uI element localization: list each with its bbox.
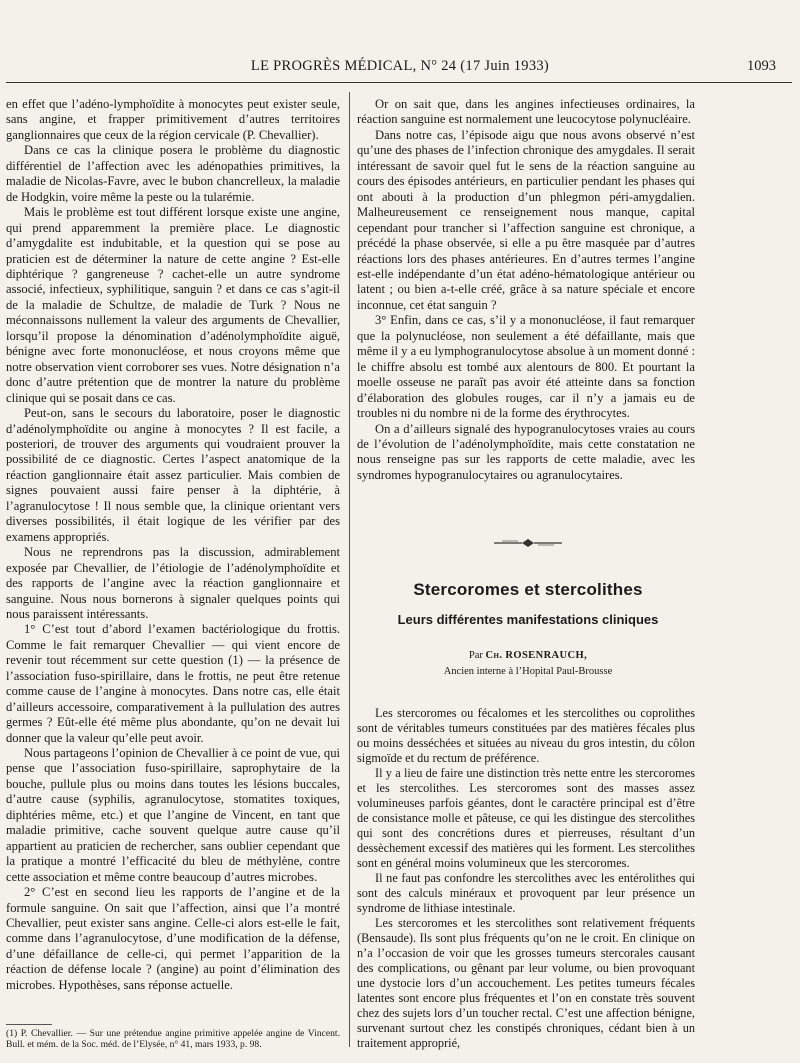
page-header: [0, 58, 800, 80]
section-ornament: [492, 538, 564, 548]
paragraph: Mais le problème est tout différent lorsque existe une angine, qui prend apparemment la première place. Le diagnostic d’amygdalite est indubitable, et la question qui se pose au praticien est de déterminer la nature de cette angine ? Est-elle diphtérique ? gangreneuse ? cachet-elle un autre syndrome associé, infectieux, syphilitique, sanguin ? et dans ce cas s’agit-il de la maladie de Schultze, de maladie de Turk ? Nous ne méconnaissons nullement la valeur des arguments de Chevallier, lorsqu’il propose la dénomination d’adénolymphoïdite aiguë, bénigne avec forte mononucléose, et nous croyons même que notre observation vient corroborer ses vues. Notre désignation n’a donc d’autre prétention que de montrer la nature du problème clinique qui se posait dans ce cas.: [6, 205, 340, 405]
footnote: [6, 1028, 340, 1050]
paragraph: Nous partageons l’opinion de Chevallier à ce point de vue, qui pense que l’association fuso-spirillaire, saprophytaire de la bouche, pullule plus ou moins dans toutes les lésions buccales, d’autre cause (syphilis, agranulocytose, stomatites toxiques, diphtéries même, etc.) et que l’angine de Vincent, en tant que maladie primitive, cache souvent quelque autre cause qu’il appartient au praticien de rechercher, sans oublier cependant que la pratique a montré l’efficacité du bleu de méthylène, contre cette association et même contre beaucoup d’autres microbes.: [6, 746, 340, 884]
paragraph: en effet que l’adéno-lymphoïdite à monocytes peut exister seule, sans angine, et frapper primitivement d’autres territoires ganglionnaires que ceux de la région cervicale (P. Chevallier).: [6, 97, 340, 142]
paragraph: 3° Enfin, dans ce cas, s’il y a mononucléose, il faut remarquer que la polynucléose, non seulement a été défaillante, mais que même il y a eu lymphogranulocytose absolue à un moment donné : le chiffre absolu est tombé aux alentours de 800. Et pourtant la moelle osseuse ne paraît pas avoir été atteinte dans sa fonction d’élaboration des globules rouges, car il n’y a jamais eu de troubles ni du nombre ni de la forme des érythrocytes.: [357, 313, 695, 421]
paragraph: Dans notre cas, l’épisode aigu que nous avons observé n’est qu’une des phases de l’infection chronique des amygdales. Il serait intéressant de savoir quel fut le sens de la réaction sanguine au cours des épisodes antérieurs, en particulier pendant les phases qui ont abouti à la production d’un phlegmon péri-amygdalien. Malheureusement ce renseignement nous manque, capital cependant pour trancher si l’affection sanguine est chronique, a précédé la phase observée, si elle a pu être masquée par d’autres réactions lors des phases antérieures. En d’autres termes l’angine est-elle indépendante d’un état adéno-hématologique antérieur ou latent ; ou bien a-t-elle créé, grâce à sa nature spéciale et encore inconnue, cet état sanguin ?: [357, 127, 695, 312]
author-affiliation: Ancien interne à l’Hopital Paul-Brousse: [443, 666, 613, 677]
footnote-text: (1) P. Chevallier. — Sur une prétendue angine primitive appelée angine de Vincent. Bull. et mém. de la Soc. méd. de l’Elysée, n° 41, mars 1933, p. 98.: [6, 1028, 340, 1050]
paragraph: Il y a lieu de faire une distinction très nette entre les stercoromes et les stercolithes. Les stercoromes sont des masses assez volumineuses parfois géantes, dont le caractère principal est d’être de consistance molle et pâteuse, ce qui les distingue des stercolithes qui sont des concrétions dures et pierreuses, résultant d’un dessèchement excessif des matières qui les forment. Les stercolithes sont en général moins volumineux que les stercoromes.: [357, 766, 695, 870]
author-name: Ch. ROSENRAUCH,: [485, 650, 588, 661]
left-column: [6, 97, 340, 993]
paragraph: Il ne faut pas confondre les stercolithes avec les entérolithes qui sont des calculs minéraux et provoquent par leur présence un syndrome de lithiase intestinale.: [357, 871, 695, 915]
paragraph: On a d’ailleurs signalé des hypogranulocytoses vraies au cours de l’évolution de l’adénolymphoïdite, mais cette constatation ne nous renseigne pas sur les rapports de cette maladie, avec les syndromes hypogranulocytaires ou agranulocytaires.: [357, 421, 695, 482]
paragraph: Nous ne reprendrons pas la discussion, admirablement exposée par Chevallier, de l’étiologie de l’adénolymphoïdite et des rapports de l’angine avec la réaction ganglionnaire et sanguine. Nous nous bornerons à signaler quelques points qui nous paraissent intéressants.: [6, 545, 340, 621]
paragraph: Or on sait que, dans les angines infectieuses ordinaires, la réaction sanguine est normalement une leucocytose polynucléaire.: [357, 97, 695, 127]
article-title: Stercoromes et stercolithes: [413, 580, 643, 599]
article-body: [357, 706, 695, 1051]
right-column-top: [357, 97, 695, 483]
byline-prefix: Par: [468, 650, 483, 661]
article-subtitle: Leurs différentes manifestations cliniques: [397, 612, 659, 627]
paragraph: Dans ce cas la clinique posera le problème du diagnostic différentiel de l’affection avec les adénopathies primitives, la maladie de Nicolas-Favre, avec le bubon chancrelleux, la maladie de Hodgkin, voire même la peste ou la tularémie.: [6, 143, 340, 204]
footnote-rule: [6, 1024, 52, 1025]
paragraph: Les stercoromes ou fécalomes et les stercolithes ou coprolithes sont de véritables tumeurs constituées par des matières fécales plus ou moins desséchées et situées au niveau du gros intestin, du côlon sigmoïde et du rectum de préférence.: [357, 706, 695, 765]
paragraph: 1° C’est tout d’abord l’examen bactériologique du frottis. Comme le fait remarquer Chevallier — qui vient encore de revenir tout récemment sur cette question (1) — la présence de l’association fuso-spirillaire, dans le frottis, ne peut être retenue comme cause de l’angine à monocytes. Dans notre cas, elle était d’ailleurs accessoire, comparativement à la pullulation des autres germes ? Eût-elle été même plus abondante, qu’on ne devait lui donner que la valeur qu’elle peut avoir.: [6, 622, 340, 745]
header-rule: [6, 82, 792, 83]
page-number: 1093: [747, 58, 776, 74]
byline: [357, 650, 699, 661]
paragraph: Peut-on, sans le secours du laboratoire, poser le diagnostic d’adénolymphoïdite ou angine à monocytes ? Il est facile, a posteriori, de trouver des arguments qui voudraient prouver la possibilité de ce diagnostic. Certes l’aspect anatomique de la réaction ganglionnaire était assez particulier. Mais combien de signes pouvaient aussi faire penser à la diphtérie, à l’agranulocytose ! Il nous semble que, la clinique orientant vers diverses possibilités, il était logique de les vérifier par des examens appropriés.: [6, 406, 340, 544]
journal-header-title: LE PROGRÈS MÉDICAL, N° 24 (17 Juin 1933): [250, 58, 550, 74]
paragraph: Les stercoromes et les stercolithes sont relativement fréquents (Bensaude). Ils sont plus fréquents qu’on ne le croit. En clinique on n’a l’occasion de voir que les grosses tumeurs stercorales causant des complications, ou gênant par leur volume, ou bien provoquant une dystocie lors d’un accouchement. Les petites tumeurs fécales latentes sont encore plus fréquentes et l’on en constate très souvent chez des sujets lors d’un toucher rectal. C’est une affection bénigne, survenant surtout chez les constipés chroniques, cédant bien à un traitement approprié,: [357, 916, 695, 1050]
paragraph: 2° C’est en second lieu les rapports de l’angine et de la formule sanguine. On sait que l’affection, ainsi que l’a montré Chevallier, peut exister sans angine. Celle-ci alors est-elle le fait, comme dans l’agranulocytose, d’une modification de la défense, d’une défaillance de celle-ci, qui permet l’apparition de la réaction de défense locale ? (angine) au point d’élimination des microbes. Hypothèses, sans réponse actuelle.: [6, 885, 340, 992]
column-divider: [349, 92, 350, 1047]
